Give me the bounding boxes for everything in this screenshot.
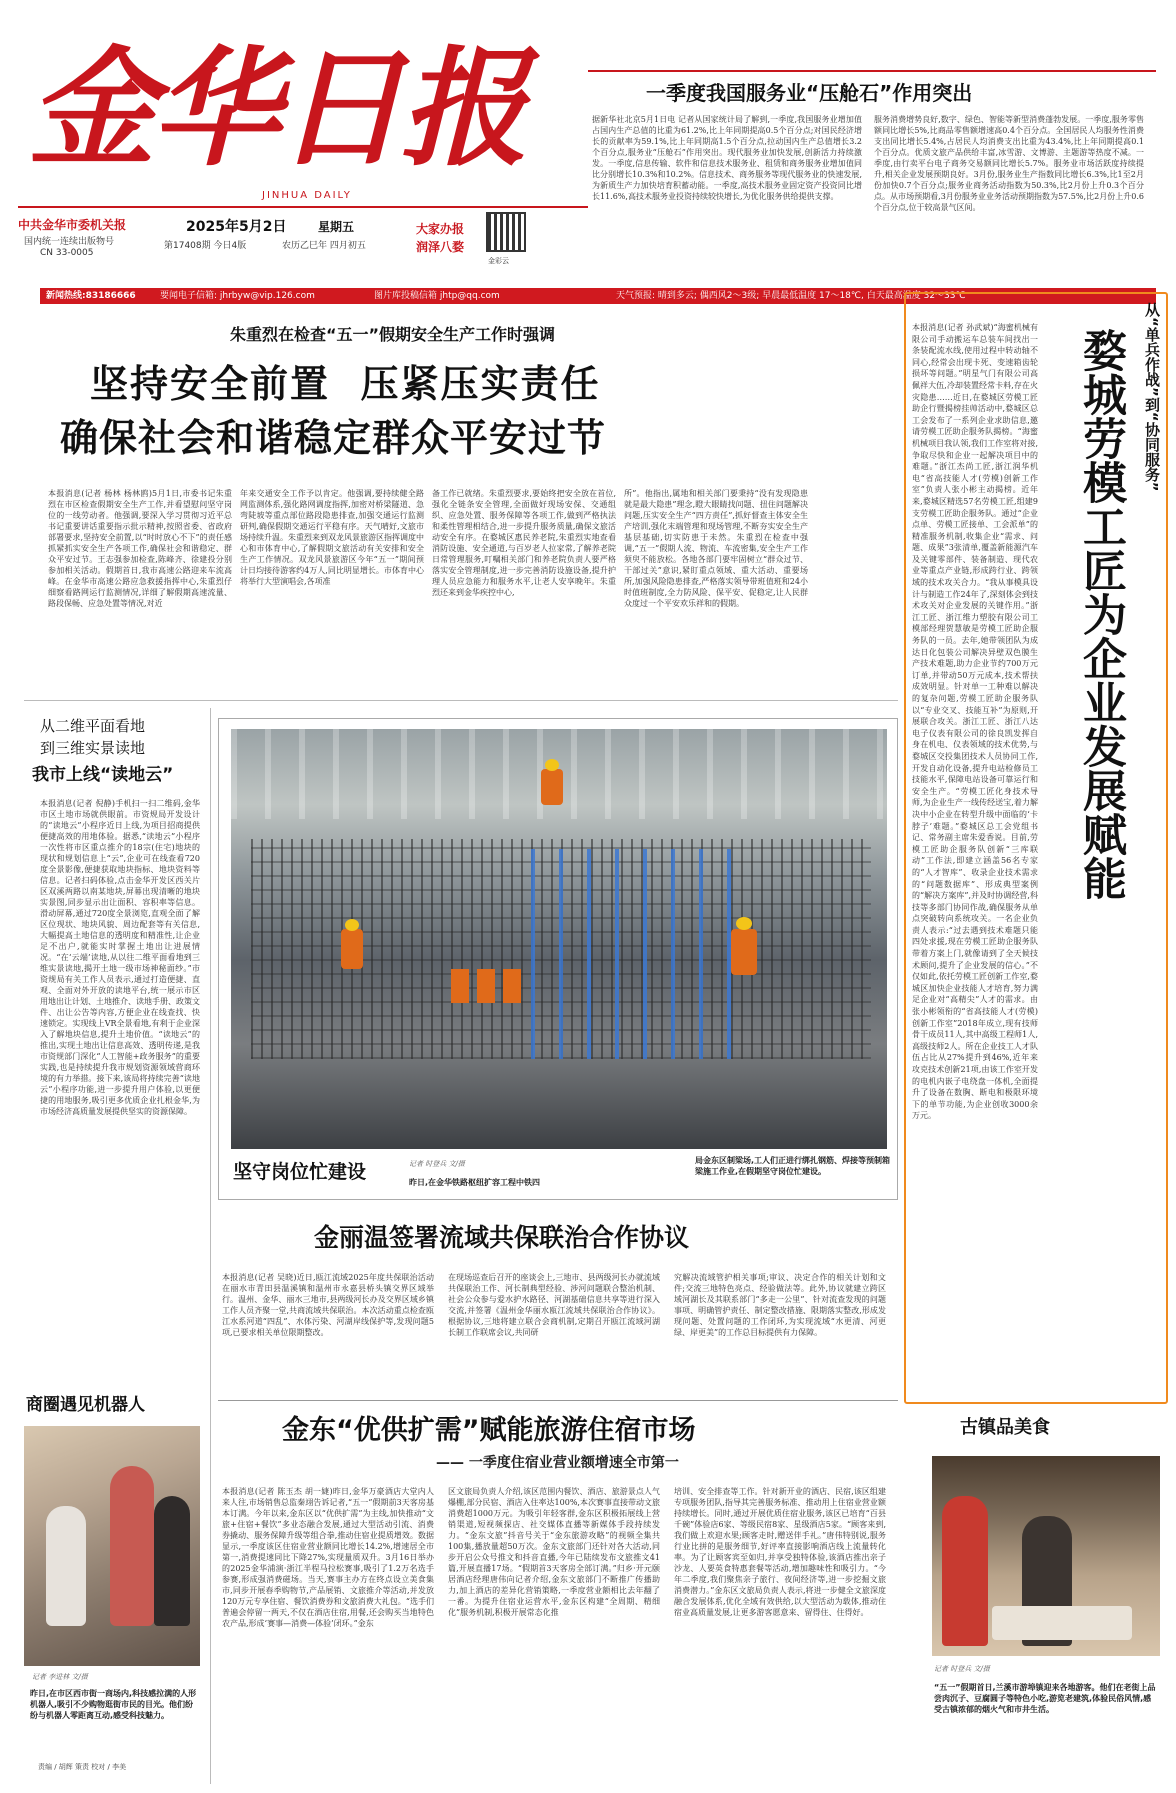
info-hotline: 新闻热线:83186666: [46, 291, 136, 301]
masthead-serial: 国内统一连续出版物号: [24, 237, 115, 247]
top-story: [588, 70, 1156, 286]
food-photo: [932, 1456, 1160, 1656]
construction-caption-1: 局金东区制梁场,工人们正进行绑扎钢筋、焊接等预制箱梁施工作业,在假期坚守岗位忙建设。: [695, 1156, 891, 1176]
feature-body: 本报消息(记者 孙武斌)“海蜜机械有限公司手动搬运车总装车间找出一条装配流水线,使用过程中转动轴不同心,经常会出现卡死、变速箱齿轮损坏等问题。”明星气门有限公司高佩祥大伍,冷却装置经常卡料,存在火灾隐患……近日,在婺城区劳模工匠助企行暨揭榜挂帅活动中,婺城区总工会发布了一系列企业求助信息,邀请劳模工匠助企服务队揭榜。“海蜜机械项目我认领,我们工作室将对接,争取尽快和企业一起解决项目中的难题。”浙江杰尚工匠,浙江润华机电“省高技能人才(劳模)创新工作室”负责人张小彬主动揭榜。近年来,婺城区精选57名劳模工匠,组建9支劳模工匠助企服务队。通过“企业点单、劳模工匠接单、工会派单”的精准服务机制,收集企业“需求、问题、成果”3张清单,覆盖新能源汽车及关键零部件、装备制造、现代农业等重点产业链,形成跨行业、跨领域的技术攻关合力。“我从事模具设计与制造工作24年了,深刻体会到技术攻关对企业发展的关键作用。”浙江工匠、浙江维力塑胶有限公司工模部经理贺慧敏是劳模工匠助企服务队的一员。去年,她带领团队为成达日化包装公司解决异壁双色膜生产技术难题,助力企业节约700万元订单,并带动50万元成本,技术帮扶成效明显。针对单一工种难以解决的复杂问题,劳模工匠助企服务队以“专业交叉、技能互补”为原则,开展联合攻关。浙江工匠、浙江八达电子仪表有限公司的徐良凯发挥自身在机电、仪表领域的技术优势,与婺城区交投集团技术人员协同工作,开发自动化设备,提升电站检修员工技能水平,保障电站设备可靠运行和安全生产。“劳模工匠化身技术导师,为企业生产一线传经送宝,着力解决中小企业在转型升级中面临的‘卡脖子’难题。”婺城区总工会党组书记、常务副主席朱爱香说。目前,劳模工匠助企服务队创新“三库联动”工作法,即建立涵盖56名专家的“人才智库”、收录企业技术需求的“问题数据库”、形成典型案例的“解决方案库”,并及时协调经营,科技等多部门协同作战,确保服务从单点突破转向系统攻关。一名企业负责人表示:“过去遇到技术难题只能四处求援,现在劳模工匠助企服务队带着方案上门,就像请到了全天候技术顾问,提升了企业发展的信心。”不仅如此,依托劳模工匠创新工作室,婺城区加快企业技能人才培育,努力满足企业对“高精尖”人才的需求。由张小彬领衔的“省高技能人才(劳模)创新工作室”2018年成立,现有技师骨干成员11人,其中高级工程师1人,高级技师2人。所在企业技工人才队伍占比从27%提升到46%,近年来攻克技术创新21项,由该工作室开发的电机内嵌子电绕盘一体机,全面提升了设备在数胸、断电和极限环境下的单节功能,为企业创收3000余万元。: [912, 323, 1038, 1121]
shopper-figure: [110, 1466, 154, 1626]
agreement-col3: 究解决流域管护相关事项;审议、决定合作的相关计划和文件;交流三地特色亮点、经验做法等。此外,协议就建立跨区域河湖长及其联系部门“多走一公里”、针对流查发现的问题事项、明确管护责任、制定整改措施、限期落实整改,形成发现问题、处置问题的工作闭环,为实现流域“水更清、河更绿、岸更美”的工作总目标提供有力保障。: [674, 1273, 886, 1337]
jindong-col3: 培训、安全排查等工作。针对新开业的酒店、民宿,该区组建专项服务团队,指导其完善服务标准、推动用上住宿业营业额持续增长。同时,通过开展优质住宿业服务,该区已培育“百县千碗”体验店6家、等级民宿8家、星级酒店5家。“顾客来到,我们做上欢迎水果;顾客走时,赠送伴手礼。”唐伟特别说,服务行业比拼的是服务细节,好评率直接影响酒店线上流量转化率。为了让顾客宾至如归,并享受独特体验,该酒店推出亲子沙龙、人要英食特惠套餐等活动,增加趣味性和吸引力。“今年二季度,我们聚焦亲子旅行、夜间经济等,进一步挖掘文旅消费潜力。”金东区文旅局负责人表示,将进一步健全文旅深度融合发展体系,优化全域有效供给,以大型活动为载体,推动住宿业高质量发展,让更多游客愿意来、留得住、住得好。: [674, 1487, 886, 1617]
divider-left: [210, 708, 211, 1784]
lead-col1: 本报消息(记者 杨林 杨林鸥)5月1日,市委书记朱重烈在市区检查假期安全生产工作,并看望慰问坚守岗位的一线劳动者。他强调,要深入学习贯彻习近平总书记重要讲话重要指示批示精神,按照省委、省政府部署要求,坚持安全前置,以“时时放心不下”的责任感抓紧抓实安全生产各项工作,确保社会和谐稳定、群众平安过节。王志强参加检查,陈峰齐、徐建投分别参加相关活动。假期首日,我市高速公路迎来车流高峰。在金华市高速公路应急救援指挥中心,朱重烈仔细察看路网运行监测情况,详细了解假期高速流量、路段保畅、应急处置等情况,对近: [48, 489, 232, 608]
qr-code[interactable]: [486, 212, 526, 252]
lead-col3: 备工作已就绪。朱重烈要求,要始终把安全放在首位,强化全链条安全管理,全面做好现场安保、交通组织、应急处置、服务保障等各项工作,做到严格执法和柔性管理相结合,进一步提升服务质量,确保文旅活动安全有序。在婺城区惠民养老院,朱重烈实地查看消防设施、安全通道,与百岁老人拉家常,了解养老院日常管理服务,叮嘱相关部门和养老院负责人要严格落实安全管理制度,进一步完善消防设施设备,提升护理人员应急能力和服务水平,让老人安享晚年。朱重烈还来到金华疾控中心,: [432, 489, 616, 597]
masthead-date: 2025年5月2日: [186, 219, 287, 235]
robot-photo: [24, 1426, 200, 1666]
digital-body: 本报消息(记者 倪静)手机扫一扫二维码,金华市区土地市场就供眼前。市资规局开发设计的“读地云”小程序近日上线,为项目招商提供便捷高效的用地体验。据悉,“读地云”小程序一次性将市区重点推介的18宗(住宅)地块的现状和规划信息上“云”,企业可在线查看720度全景影像,便捷获取地块指标、地块资料等信息。记者扫码体验,点击金华开发区西关片区双溪两路以南某地块,屏幕出现清晰的地块实景图,同步显示出让面积、容积率等信息。滑动屏幕,通过720度全景浏览,直观全面了解区位现状、地块风貌、周边配套等有关信息,大幅提高土地信息的透明度和精准性,让企业足不出户,就能实时掌握土地出让进展情况。“在‘云端’读地,从以往二维平面看地到三维实景读地,揭开土地一级市场神秘面纱。”市资规局有关工作人员表示,通过打造便捷、直观、全面对外开放的读地平台,统一展示市区用地出让计划、土地推介、读地手册、政策文件、出让公告等内容,方便企业在线查找、快速锁定。实现线上VR全景看地,有利于企业深入了解地块信息,提升土地价值。“读地云”的推出,实现土地出让信息高效、透明传递,是我市资规部门深化“人工智能+政务服务”的重要实践,也是持续提升我市规划资源领域营商环境的有力举措。接下来,该局将持续完善“读地云”小程序功能,进一步提升用户体验,以更便捷的用地服务,吸引更多优质企业扎根金华,为市场经济高质量发展提供坚实的资源保障。: [40, 799, 200, 1116]
info-photo-email[interactable]: 图片库投稿信箱 jhtp@qq.com: [374, 291, 500, 301]
masthead-slogan-2: 润泽八婺: [416, 240, 465, 254]
agreement-story: [218, 1212, 898, 1392]
top-story-col1: 据新华社北京5月1日电 记者从国家统计局了解到,一季度,我国服务业增加值占国内生产总值的比重为61.2%,比上年同期提高0.5个百分点;对国民经济增长的贡献率为59.1%,比上年同期高1.5个百分点,拉动国内生产总值增长3.2个百分点,服务业“压舱石”作用突出。现代服务业加快发展,创新活力持续激发。一季度,信息传输、软件和信息技术服务业、租赁和商务服务业增加值同比分别增长10.3%和10.2%。信息技术、商务服务等现代服务业的快速发展,为新质生产力加快培育积蓄动能。一季度,高技术服务业固定资产投资同比增长11.6%,高技术服务业投资持续较快增长,为优化服务供给提供支撑。: [592, 115, 862, 201]
food-stall: [992, 1606, 1132, 1640]
lead-kicker: 朱重烈在检查“五一”假期安全生产工作时强调: [230, 325, 556, 344]
masthead-rule: [18, 206, 588, 208]
masthead-slogan-1: 大家办报: [416, 222, 465, 236]
robot-story: [24, 1392, 204, 1782]
construction-title: 坚守岗位忙建设: [233, 1161, 367, 1183]
helmet-1: [545, 759, 559, 771]
top-story-headline: 一季度我国服务业“压舱石”作用突出: [646, 81, 973, 105]
worker-2: [341, 929, 363, 969]
agreement-col1: 本报消息(记者 吴晓)近日,瓯江流域2025年度共保联治活动在丽水市青田县温溪镇和温州市永嘉县桥头镇交界区域举行。温州、金华、丽水三地市,县两级河长办及交界区域乡镇工作人员齐聚一堂,共商流域共保联治。本次活动重点检查瓯江水系河道“四乱”、水体污染、河湖岸线保护等,发现问题5项,已要求相关单位限期整改。: [222, 1273, 434, 1337]
jindong-col1: 本报消息(记者 陈玉杰 胡一婕)昨日,金华万豪酒店大堂内人来人往,市场销售总监秦翊告诉记者,“五一”假期前3天客房基本订满。今年以来,金东区以“优供扩需”为主线,加快推动“文旅+住宿+餐饮”多业态融合发展,通过大型活动引流、消费券撬动、服务保障升级等组合拳,推动住宿业提质增效。数据显示,一季度该区住宿业营业额同比增长14.2%,增速居全市第一,消费提速同比下降27%,实现量质双升。3月16日举办的2025金华浦演·浙江半程马拉松赛事,吸引了1.2万名选手参赛,形成强消费磁场。当天,赛事主办方在终点设立美食集市,同步开展春季购物节,产品展销、文旅推介等活动,并发放120万元专享住宿、餐饮消费券和文旅消费大礼包。“选手们普遍会停留一两天,不仅在酒店住宿,用餐,还会购买当地特色农产品,形成‘赛事—消费—体验’闭环。”金东: [222, 1487, 434, 1628]
shopper-figure-2: [154, 1496, 190, 1626]
food-credit: 记者 时登兵 文/摄: [934, 1665, 990, 1673]
feature-story: [910, 298, 1164, 1398]
agreement-headline: 金丽温签署流域共保联治合作协议: [314, 1223, 690, 1252]
lead-headline-2: 确保社会和谐稳定群众平安过节: [60, 416, 607, 460]
construction-caption-2: 昨日,在金华铁路枢纽扩容工程中铁四: [409, 1178, 541, 1187]
feature-deck: 从“单兵作战”到“协同服务”: [1143, 302, 1161, 492]
jindong-subhead: —— 一季度住宿业营业额增速全市第一: [436, 1455, 679, 1471]
construction-photo-frame: [218, 718, 898, 1200]
lead-headline-1: 坚持安全前置 压紧压实责任: [90, 362, 601, 406]
robot-caption: 昨日,在市区西市街一商场内,科技感拉满的人形机器人,吸引不少购物逛街市民的目光。他们纷纷与机器人零距离互动,感受科技魅力。: [30, 1689, 197, 1720]
helmet-2: [345, 919, 359, 931]
info-weather: 天气预报: 晴到多云; 偶西风2～3级; 早晨最低温度 17～18℃, 白天最高温度 32～33℃: [616, 291, 966, 301]
lead-col2: 年来交通安全工作予以肯定。他强调,要持续健全路网监测体系,强化路网调度指挥,加密对桥梁隧道、急弯陡坡等重点部位路段隐患排查,加强交通运行监测研判,确保假期交通运行平稳有序。天气晴好,文旅市场持续升温。朱重烈来到双龙风景旅游区指挥调度中心和市体育中心,了解假期文旅活动有关安排和安全生产工作情况。双龙风景旅游区今年“五一”期间预计日均接待游客约4万人,同比明显增长。市体育中心将举行大型演唱会,各项准: [240, 489, 424, 586]
jindong-story: [218, 1400, 898, 1784]
info-email[interactable]: 要闻电子信箱: jhrbyw@vip.126.com: [160, 291, 315, 301]
robot-credit: 记者 李进林 文/摄: [32, 1673, 88, 1681]
blue-scaffold: [531, 849, 731, 1059]
masthead-pinyin: JINHUA DAILY: [262, 190, 352, 201]
construction-credit: 记者 时登兵 文/摄: [409, 1160, 465, 1168]
digital-headline: 我市上线“读地云”: [32, 765, 174, 785]
jindong-rule: [218, 1400, 898, 1401]
top-story-col2: 服务消费增势良好,数字、绿色、智能等新型消费蓬勃发展。一季度,服务零售额同比增长5%,比商品零售额增速高0.4个百分点。全国居民人均服务性消费支出同比增长5.4%,占居民人均消费支出比重为43.4%,比上年同期提高0.1个百分点。优质文旅产品供给丰富,冰雪游、文博游、主题游等热度不减。一季度,由行卖平台电子商务交易额同比增长5.7%。服务业市场活跃度持续提升,相关企业发展预期良好。3月份,服务业生产指数同比增长6.3%,比1至2月份加快0.7个百分点;服务业商务活动指数为50.3%,比2月份上升0.3个百分点。从市场预期看,3月份服务业业务活动预期指数为57.5%,比2月份上升0.6个百分点,位于较高景气区间。: [874, 115, 1144, 212]
jindong-col2: 区文旅局负责人介绍,该区范围内餐饮、酒店、旅游景点人气爆棚,部分民宿、酒店入住率达100%,本次赛事直接带动文旅消费超1000万元。为吸引年轻客群,金东区积极拓展线上营销渠道,短视频探店、社交媒体直播等新媒体手段持续发力。“金东文旅”抖音号关于“金东旅游攻略”的视频全集共100集,播放量超50万次。金东文旅部门还针对各大活动,同步开启公众号推文和抖音直播,今年已陆续发布文旅推文41篇,开展直播17场。“假期首3天客房全部订满。”归乡·开元颐居酒店经理唐伟向记者介绍,金东文旅部门不断推广传播助力,加上酒店的差异化营销策略,一季度营业额相比去年翻了一番。为提升住宿业运营水平,金东区构建“全周期、精细化”服务机制,积极开展常态化推: [448, 1487, 660, 1617]
digital-story: [24, 708, 204, 1388]
masthead-cn: CN 33-0005: [40, 248, 94, 258]
lead-story: [40, 316, 900, 676]
masthead-issue: 第17408期 今日4版: [164, 241, 247, 251]
jindong-headline: 金东“优供扩需”赋能旅游住宿市场: [282, 1415, 696, 1446]
top-story-rule: [588, 70, 1156, 72]
lead-col4: 所”。他指出,属地和相关部门要秉持“没有发现隐患就是最大隐患”理念,瞪大眼睛找问题、扭住问题解决问题,压实安全生产“四方责任”,抓好督查主体安全生产培训,强化末端管理和现场管理,不断夯实安全生产基层基础,切实防患于未然。朱重烈在检查中强调,“五一”假期人流、物流、车流密集,安全生产工作须臾不能放松。各地各部门要牢固树立“群众过节、干部过关”意识,紧盯重点领域、重大活动、重要场所,加强风险隐患排查,严格落实领导带班值班和24小时值班制度,全力防风险、保平安、促稳定,让人民群众度过一个平安欢乐祥和的假期。: [624, 489, 808, 608]
masthead-lunar: 农历乙巳年 四月初五: [282, 241, 366, 251]
food-caption: “五一”假期首日,兰溪市游埠镇迎来各地游客。他们在老街上品尝肉沉子、豆腐圆子等特色小吃,游览老建筑,体验民俗风情,感受古镇浓郁的烟火气和市井生活。: [934, 1683, 1156, 1714]
digital-deck-1: 从二维平面看地: [40, 717, 146, 735]
worker-3: [731, 929, 757, 975]
feature-headline: 婺城劳模工匠为企业发展赋能: [1075, 328, 1126, 900]
helmet-3: [736, 917, 752, 930]
qr-label: 金彩云: [488, 257, 509, 265]
masthead-title: 金华日报: [28, 34, 525, 184]
robot-figure: [46, 1506, 86, 1626]
footer-credits: 责编 / 胡辉 策责 校对 / 李美: [38, 1763, 127, 1771]
food-headline: 古镇品美食: [960, 1417, 1050, 1438]
worker-1: [541, 769, 563, 805]
food-story: [910, 1412, 1162, 1784]
construction-photo: [231, 729, 887, 1149]
masthead: [18, 14, 588, 282]
robot-headline: 商圈遇见机器人: [26, 1395, 145, 1415]
masthead-weekday: 星期五: [318, 220, 355, 234]
digital-deck-2: 到三维实景读地: [40, 739, 146, 757]
masthead-publisher: 中共金华市委机关报: [18, 218, 127, 232]
divider-lead-bottom: [24, 700, 898, 701]
visitor-figure: [942, 1496, 988, 1646]
agreement-col2: 在现场巡查后召开的座谈会上,三地市、县两级河长办就流域共保联治工作、河长制典型经验、涉河问题联合整治机制、社会公众参与爱水护水路径、河湖基础信息共享等进行深入交流,并签署《温州金华丽水瓯江流域共保联治合作协议》。根据协议,三地将建立联合会商机制,定期召开瓯江流域河湖长制工作联席会议,共同研: [448, 1273, 660, 1337]
workers-group: [451, 969, 521, 1003]
